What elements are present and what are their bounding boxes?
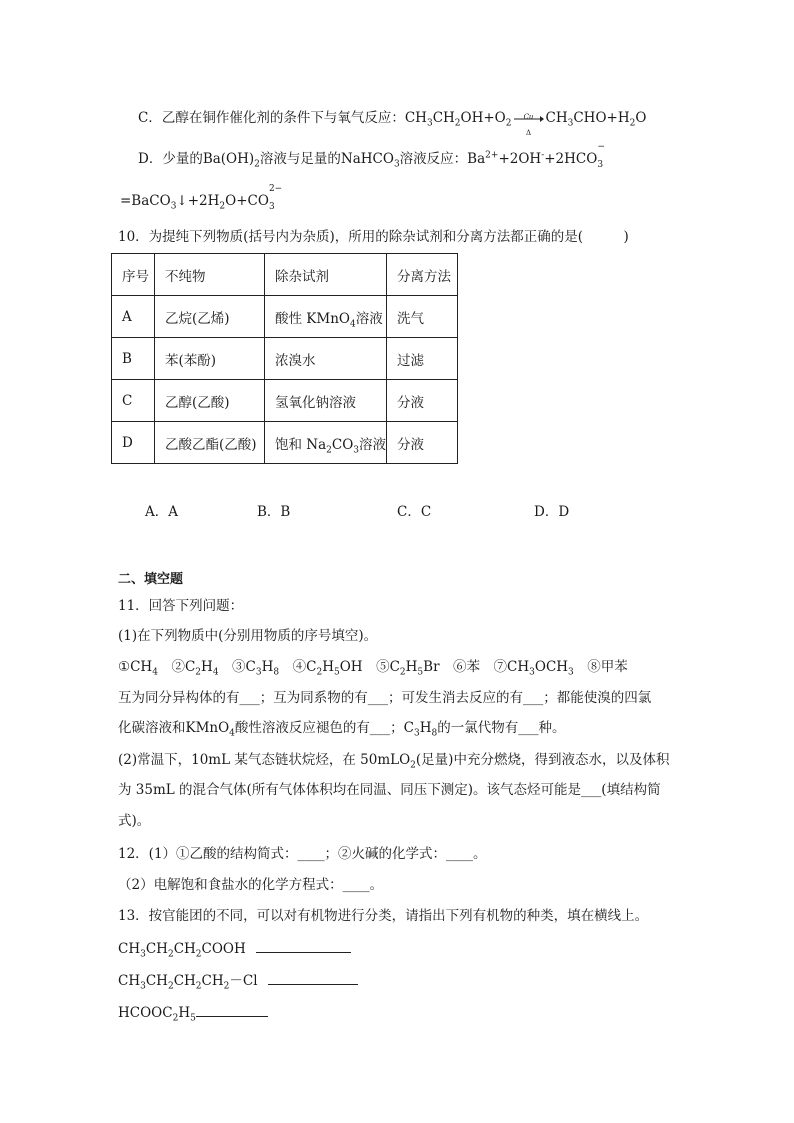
q11-stem: 11．回答下列问题：: [118, 598, 244, 614]
header-cell-id: 序号: [112, 254, 155, 296]
q10-option-c[interactable]: C．C: [397, 504, 432, 520]
row-id: D: [112, 422, 155, 464]
row-impure: 苯(苯酚): [155, 338, 265, 380]
q9-d-equation-cont: $=BaCO_3↓+2H_2O+CO$ $_{2- 3}$: [120, 183, 283, 212]
q9-d-mid: 溶液与足量的NaHCO: [259, 151, 394, 167]
q11-part2-line1: (2)常温下，10mL 某气态链状烷烃，在 50mLO$_2$(足量)中充分燃烧，得到液态水，以及体积: [118, 752, 670, 771]
table-row: [112, 296, 458, 338]
row-reagent: 饱和 $Na_2CO_3$溶液: [265, 422, 387, 464]
q13-item-1: $CH_3CH_2CH_2COOH$: [118, 938, 351, 958]
q10-table: [111, 253, 458, 464]
table-row: [112, 380, 458, 422]
q12-line1: 12．(1）①乙酸的结构简式：____；②火碱的化学式：____。: [118, 846, 487, 862]
q11-line3: 互为同分异构体的有___；互为同系物的有___；可发生消去反应的有___；都能使溴的四氯: [118, 690, 652, 706]
q11-part2-line3: 式)。: [118, 813, 151, 829]
answer-blank[interactable]: [268, 970, 358, 985]
row-method: 过滤: [387, 338, 458, 380]
q11-part2-line2: 为 35mL 的混合气体(所有气体体积均在同温、同压下测定)。该气态烃可能是___(填结构简: [118, 782, 661, 798]
q9-c-equation: $CH_3CH_2OH+O_2$ Cu Δ $CH_3CHO+H_2O$: [404, 110, 647, 137]
q9-d-mid2: 溶液反应：Ba: [399, 151, 486, 167]
q11-substance-list: $①CH_4$ $②C_2H_4$ $③C_3H_8$ $④C_2H_5OH$ $⑤C_2H_5Br$ ⑥苯 $⑦CH_3OCH_3$ ⑧甲苯: [118, 659, 628, 678]
q9-d-label: D．少量的Ba(OH): [138, 151, 255, 167]
row-impure: 乙醇(乙酸): [155, 380, 265, 422]
q11-line4: 化碳溶液和KMnO$_4$酸性溶液反应褪色的有___；$C_3H_8$的一氯代物有___种。: [118, 720, 566, 739]
q13-item-3: $HCOOC_2H_5$: [118, 1002, 268, 1022]
row-id: B: [112, 338, 155, 380]
header-cell-method: 分离方法: [387, 254, 458, 296]
row-id: C: [112, 380, 155, 422]
q10-option-d[interactable]: D．D: [534, 504, 570, 520]
row-method: 分液: [387, 422, 458, 464]
q13-item-2: $CH_3CH_2CH_2CH_2-Cl$: [118, 970, 358, 990]
q13-stem: 13．按官能团的不同，可以对有机物进行分类，请指出下列有机物的种类，填在横线上。: [118, 908, 649, 924]
row-id: A: [112, 296, 155, 338]
q9-d-eq2: =BaCO: [120, 193, 171, 209]
answer-blank[interactable]: [196, 1002, 268, 1017]
row-reagent: 浓溴水: [265, 338, 387, 380]
row-impure: 乙烷(乙烯): [155, 296, 265, 338]
q9-c-label: C．乙醇在铜作催化剂的条件下与氧气反应：: [138, 110, 405, 126]
row-reagent: 氢氧化钠溶液: [265, 380, 387, 422]
q10-option-a[interactable]: A．A: [145, 504, 178, 520]
table-header-row: [112, 254, 458, 296]
q10-stem: 10．为提纯下列物质(括号内为杂质)，所用的除杂试剂和分离方法都正确的是( ): [118, 229, 629, 245]
header-cell-reagent: 除杂试剂: [265, 254, 387, 296]
table-row: [112, 422, 458, 464]
table-row: [112, 338, 458, 380]
q9-option-c: [138, 109, 647, 137]
section-title: 二、填空题: [118, 572, 184, 587]
row-impure: 乙酸乙酯(乙酸): [155, 422, 265, 464]
row-reagent: 酸性 KMnO$_4$溶液: [265, 296, 387, 338]
row-method: 分液: [387, 380, 458, 422]
q12-line2: （2）电解饱和食盐水的化学方程式：____。: [118, 877, 384, 893]
q9-option-d: D．少量的$Ba(OH)_2$溶液与足量的NaHCO$_3$溶液反应：$Ba^{2+}+2OH^-+2HCO$ $_{- 3}$: [138, 141, 605, 170]
q10-option-b[interactable]: B．B: [257, 504, 291, 520]
header-cell-impure: 不纯物: [155, 254, 265, 296]
reaction-arrow-icon: Cu Δ: [514, 112, 544, 126]
q11-part1: (1)在下列物质中(分别用物质的序号填空)。: [118, 628, 378, 644]
answer-blank[interactable]: [256, 938, 351, 953]
row-method: 洗气: [387, 296, 458, 338]
